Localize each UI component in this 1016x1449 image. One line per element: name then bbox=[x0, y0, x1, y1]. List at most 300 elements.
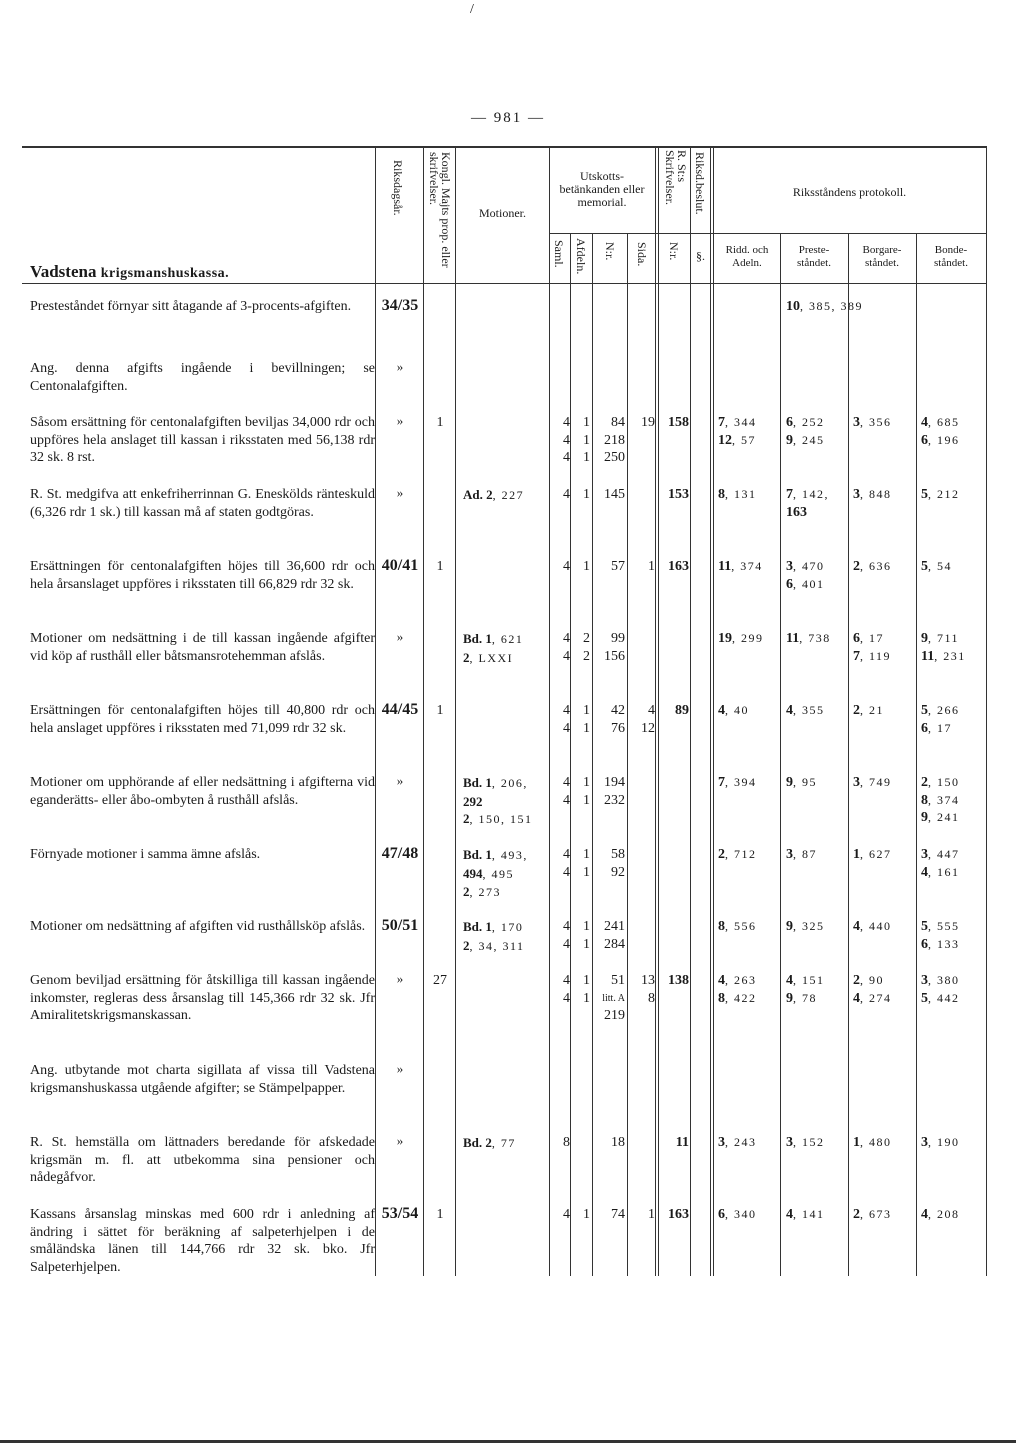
cell-line bbox=[786, 298, 863, 316]
entry-ridd bbox=[718, 972, 780, 1007]
ref-volume: 8 bbox=[921, 792, 928, 808]
entry-borg bbox=[853, 414, 915, 432]
ref-page: , 493, bbox=[491, 848, 528, 862]
cell-line bbox=[921, 630, 986, 648]
entry-afd bbox=[571, 972, 590, 1007]
entry-saml bbox=[551, 1134, 570, 1152]
ref-volume: 11 bbox=[786, 631, 800, 646]
entry-saml bbox=[551, 774, 570, 809]
cell-line bbox=[786, 1134, 848, 1152]
col-line bbox=[549, 146, 550, 1276]
cell-line bbox=[853, 918, 915, 936]
cell-line: 18 bbox=[611, 1135, 625, 1150]
cell-line: 4 bbox=[563, 936, 570, 952]
entry-motion bbox=[463, 630, 549, 667]
entry-year: » bbox=[396, 1133, 404, 1148]
entry-nr bbox=[593, 1134, 625, 1152]
entry-sida bbox=[628, 1206, 655, 1224]
cell-line: 1 bbox=[583, 775, 590, 790]
cell-line bbox=[853, 846, 915, 864]
cell-line bbox=[718, 990, 780, 1008]
ref-volume: 4 bbox=[718, 703, 725, 718]
entry-year: » bbox=[396, 773, 404, 788]
ref-volume: 3 bbox=[921, 847, 928, 862]
entry-nr bbox=[593, 972, 625, 1025]
subheader-rule-rst bbox=[656, 233, 710, 234]
cell-line: 51 bbox=[611, 973, 625, 988]
ref-volume: 9 bbox=[921, 631, 928, 646]
col-line bbox=[986, 146, 987, 1276]
cell-line: 13 bbox=[641, 973, 655, 988]
cell-line: 1 bbox=[436, 1207, 444, 1222]
entry-rst bbox=[659, 558, 689, 576]
ref-volume: 11 bbox=[921, 648, 935, 664]
cell-line bbox=[718, 846, 780, 864]
entry-ridd bbox=[718, 486, 780, 504]
cell-line bbox=[853, 1134, 915, 1152]
entry-saml bbox=[551, 558, 570, 576]
ref-page: , 274 bbox=[860, 990, 892, 1005]
entry-text: Ersättningen för centonalafgiften höjes till 40,800 rdr och hela anslaget uppföres i riksstaten med 71,099 rdr 32 sk. bbox=[30, 703, 375, 736]
cell-line: 4 bbox=[563, 919, 570, 934]
entry-sida bbox=[628, 558, 655, 576]
cell-line bbox=[463, 630, 549, 649]
cell-line bbox=[463, 793, 549, 811]
ref-page: , 355 bbox=[793, 703, 825, 717]
entry-text: Presteståndet förnyar sitt åtagande af 3-procents-afgiften. bbox=[30, 299, 352, 314]
cell-line bbox=[853, 414, 915, 432]
entry-kongl bbox=[425, 558, 455, 576]
cell-line bbox=[463, 774, 549, 793]
header-utskotts: Utskotts-betänkanden eller memorial. bbox=[559, 169, 645, 209]
ref-volume: 2 bbox=[463, 811, 470, 826]
entry-year: » bbox=[396, 971, 404, 986]
cell-line bbox=[463, 865, 549, 884]
col-line bbox=[710, 146, 711, 1276]
entry-saml bbox=[551, 486, 570, 504]
entry-text: R. St. medgifva att enkefriherrinnan G. Eneskölds ränteskuld (6,326 rdr 1 sk.) till kassan må af staten godtgöras. bbox=[30, 487, 375, 520]
cell-line bbox=[718, 432, 780, 450]
cell-line bbox=[921, 1206, 986, 1224]
cell-line bbox=[853, 558, 915, 576]
cell-line: 1 bbox=[583, 864, 590, 880]
entry-bonde bbox=[921, 846, 986, 881]
cell-line bbox=[718, 918, 780, 936]
ref-volume: Bd. 1 bbox=[463, 775, 492, 790]
cell-line bbox=[786, 576, 848, 594]
ref-page: , 21 bbox=[860, 703, 884, 717]
entry-motion bbox=[463, 846, 549, 902]
entry-nr bbox=[593, 918, 625, 953]
header-sida: Sida. bbox=[635, 242, 649, 267]
header-bottom-rule bbox=[22, 283, 986, 284]
ref-volume: 2 bbox=[463, 937, 470, 953]
ref-page: , 636 bbox=[860, 559, 892, 573]
col-line bbox=[455, 146, 456, 1276]
cell-line: 1 bbox=[583, 559, 590, 574]
header-afdeln: Afdeln. bbox=[574, 238, 588, 275]
entry-preste bbox=[786, 846, 848, 864]
ref-page: , 150, 151 bbox=[469, 812, 533, 826]
ref-page: , 141 bbox=[793, 1207, 825, 1221]
col-line bbox=[916, 233, 917, 1276]
ref-volume: 494 bbox=[463, 865, 483, 881]
header-kongl: Kongl. Majts prop. eller skrifvelser. bbox=[427, 152, 453, 268]
cell-line bbox=[786, 630, 848, 648]
ref-volume: Bd. 1 bbox=[463, 847, 492, 862]
entry-afd bbox=[571, 414, 590, 467]
col-line bbox=[848, 233, 849, 1276]
section-title bbox=[30, 262, 229, 282]
cell-line: 1 bbox=[583, 847, 590, 862]
cell-line bbox=[921, 809, 986, 827]
ref-page: , 480 bbox=[860, 1135, 892, 1149]
entry-borg bbox=[853, 972, 915, 1007]
entry-nr bbox=[593, 414, 625, 467]
cell-line bbox=[718, 972, 780, 990]
cell-line bbox=[463, 649, 549, 668]
ref-volume: 1 bbox=[853, 1135, 860, 1150]
ref-page: , 243 bbox=[725, 1135, 757, 1149]
entry-saml bbox=[551, 630, 570, 665]
ref-volume: 4 bbox=[718, 973, 725, 988]
ref-page: , 442 bbox=[928, 990, 960, 1005]
entry-afd bbox=[571, 702, 590, 737]
header-riksdagsar: Riksdagsår. bbox=[391, 160, 405, 216]
cell-line: 1 bbox=[436, 559, 444, 574]
ref-volume: 4 bbox=[786, 973, 793, 988]
ref-page: , 208 bbox=[928, 1207, 960, 1221]
cell-line bbox=[921, 972, 986, 990]
ref-volume: 6 bbox=[853, 631, 860, 646]
header-motioner: Motioner. bbox=[479, 206, 526, 220]
cell-line: 1 bbox=[583, 487, 590, 502]
ref-page: , 401 bbox=[793, 576, 825, 591]
header-ridd: Ridd. och Adeln. bbox=[725, 244, 769, 269]
entry-rst bbox=[659, 1134, 689, 1152]
cell-line bbox=[853, 702, 915, 720]
col-line bbox=[592, 233, 593, 1276]
ref-page: , 440 bbox=[860, 919, 892, 933]
cell-line bbox=[921, 774, 986, 792]
ref-page: , 152 bbox=[793, 1135, 825, 1149]
entry-afd bbox=[571, 558, 590, 576]
ref-page: , 90 bbox=[860, 973, 884, 987]
cell-line: 4 bbox=[563, 1207, 570, 1222]
entry-year: » bbox=[396, 359, 404, 374]
cell-line bbox=[786, 414, 848, 432]
entry-preste bbox=[786, 486, 848, 521]
cell-line bbox=[463, 486, 549, 505]
col-line bbox=[375, 146, 376, 1276]
ref-page: , 54 bbox=[928, 559, 952, 573]
entry-afd bbox=[571, 918, 590, 953]
col-line bbox=[780, 233, 781, 1276]
cell-line bbox=[853, 972, 915, 990]
ref-volume: 9 bbox=[786, 775, 793, 790]
entry-borg bbox=[853, 1206, 915, 1224]
ref-volume: 4 bbox=[786, 1207, 793, 1222]
ref-page: , 711 bbox=[928, 631, 960, 645]
cell-line: 84 bbox=[611, 415, 625, 430]
cell-line: 1 bbox=[436, 703, 444, 718]
ref-volume: Ad. 2 bbox=[463, 487, 493, 502]
ref-page: , 556 bbox=[725, 919, 757, 933]
ref-page: , 95 bbox=[793, 775, 817, 789]
cell-line bbox=[718, 702, 780, 720]
entry-borg bbox=[853, 846, 915, 864]
cell-line: 1 bbox=[583, 1207, 590, 1222]
entry-nr bbox=[593, 774, 625, 809]
entry-preste bbox=[786, 774, 848, 792]
ref-volume: 8 bbox=[718, 990, 725, 1006]
cell-line: 218 bbox=[604, 432, 625, 448]
cell-line: 4 bbox=[563, 432, 570, 448]
ref-page: , 245 bbox=[793, 432, 825, 447]
ref-page: , 231 bbox=[934, 648, 966, 663]
col-line bbox=[627, 233, 628, 1276]
ref-volume: 5 bbox=[921, 919, 928, 934]
cell-line bbox=[718, 1206, 780, 1224]
ref-page: , 263 bbox=[725, 973, 757, 987]
entry-borg bbox=[853, 918, 915, 936]
cell-line bbox=[718, 414, 780, 432]
cell-line bbox=[921, 720, 986, 738]
ref-volume: 9 bbox=[786, 432, 793, 448]
ref-volume: 1 bbox=[853, 847, 860, 862]
cell-line: 4 bbox=[563, 415, 570, 430]
ref-page: , 87 bbox=[793, 847, 817, 861]
ref-page: , 161 bbox=[928, 864, 960, 879]
entry-motion bbox=[463, 918, 549, 955]
entry-ridd bbox=[718, 1134, 780, 1152]
ref-volume: 2 bbox=[853, 1207, 860, 1222]
ref-volume: 2 bbox=[463, 649, 470, 665]
entry-saml bbox=[551, 918, 570, 953]
entry-kongl bbox=[425, 702, 455, 720]
cell-line: 284 bbox=[604, 936, 625, 952]
cell-line bbox=[463, 1134, 549, 1153]
ref-page: , 34, 311 bbox=[469, 938, 525, 953]
cell-line: 8 bbox=[563, 1135, 570, 1150]
ref-volume: 7 bbox=[786, 487, 793, 502]
cell-line: 1 bbox=[436, 415, 444, 430]
cell-line: 163 bbox=[668, 559, 689, 574]
ref-volume: 5 bbox=[921, 990, 928, 1006]
cell-line bbox=[921, 432, 986, 450]
cell-line: 1 bbox=[583, 432, 590, 448]
entry-sida bbox=[628, 972, 655, 1007]
ref-volume: 9 bbox=[786, 919, 793, 934]
ref-page: , 17 bbox=[928, 720, 952, 735]
ref-volume: 6 bbox=[786, 576, 793, 592]
ref-page: , 749 bbox=[860, 775, 892, 789]
entry-year: » bbox=[396, 485, 404, 500]
ref-volume: 8 bbox=[718, 487, 725, 502]
header-bonde: Bonde-ståndet. bbox=[934, 244, 968, 269]
entry-afd bbox=[571, 774, 590, 809]
entry-bonde bbox=[921, 702, 986, 737]
cell-line: 1 bbox=[583, 990, 590, 1006]
cell-line bbox=[921, 846, 986, 864]
ref-page: , 133 bbox=[928, 936, 960, 951]
ref-page: , 266 bbox=[928, 703, 960, 717]
entry-bonde bbox=[921, 972, 986, 1007]
entry-text: Ang. denna afgifts ingående i bevillningen; se Centonalafgiften. bbox=[30, 361, 375, 394]
cell-line bbox=[786, 990, 848, 1008]
entry-preste bbox=[786, 1134, 848, 1152]
ref-page: , 252 bbox=[793, 415, 825, 429]
entry-bonde bbox=[921, 1206, 986, 1224]
entry-saml bbox=[551, 972, 570, 1007]
ref-volume: Bd. 2 bbox=[463, 1135, 492, 1150]
entry-preste bbox=[786, 414, 848, 449]
cell-line: 1 bbox=[583, 792, 590, 808]
ref-volume: 2 bbox=[463, 884, 470, 899]
cell-line: 19 bbox=[641, 415, 655, 430]
cell-line: 1 bbox=[583, 973, 590, 988]
ref-page: , 190 bbox=[928, 1135, 960, 1149]
header-rst-skrif: R. St:s Skrifvelser. bbox=[663, 150, 689, 205]
cell-line bbox=[786, 486, 848, 504]
ref-volume: 4 bbox=[786, 703, 793, 718]
entry-borg bbox=[853, 1134, 915, 1152]
ref-page: , 206, bbox=[491, 776, 528, 790]
entry-saml bbox=[551, 702, 570, 737]
entry-preste bbox=[786, 702, 848, 720]
entry-borg bbox=[853, 486, 915, 504]
entry-preste bbox=[786, 1206, 848, 1224]
cell-line bbox=[718, 486, 780, 504]
col-line bbox=[690, 146, 691, 1276]
cell-line: 4 bbox=[563, 631, 570, 646]
cell-line: 1 bbox=[583, 720, 590, 736]
ref-volume: 6 bbox=[718, 1207, 725, 1222]
entry-text: Såsom ersättning för centonalafgiften beviljas 34,000 rdr och uppföres hela anslaget till kassan i riksstaten med 56,138 rdr 32 sk. 8 rst. bbox=[30, 415, 375, 465]
entry-borg bbox=[853, 630, 915, 665]
cell-line bbox=[786, 918, 848, 936]
cell-line bbox=[853, 990, 915, 1008]
cell-line bbox=[718, 558, 780, 576]
entry-bonde bbox=[921, 630, 986, 665]
entry-afd bbox=[571, 486, 590, 504]
cell-line: 57 bbox=[611, 559, 625, 574]
cell-line bbox=[718, 774, 780, 792]
ref-volume: 292 bbox=[463, 793, 483, 809]
ref-page: , 151 bbox=[793, 973, 825, 987]
col-line bbox=[655, 146, 656, 1276]
cell-line: litt. A bbox=[602, 992, 625, 1004]
entry-nr bbox=[593, 630, 625, 665]
cell-line bbox=[921, 1134, 986, 1152]
entry-rst bbox=[659, 414, 689, 432]
ref-volume: 9 bbox=[786, 990, 793, 1006]
cell-line: 12 bbox=[641, 720, 655, 736]
entry-kongl bbox=[425, 414, 455, 432]
entry-ridd bbox=[718, 774, 780, 792]
ref-volume: 4 bbox=[921, 864, 928, 880]
cell-line bbox=[853, 648, 915, 666]
entry-bonde bbox=[921, 1134, 986, 1152]
cell-line: 1 bbox=[583, 919, 590, 934]
entry-bonde bbox=[921, 774, 986, 827]
ref-volume: 9 bbox=[921, 810, 928, 825]
entry-text: Motioner om nedsättning i de till kassan ingående afgifter vid köp af rusthåll eller båtsmansrotehemman afslås. bbox=[30, 631, 375, 664]
col-line bbox=[570, 233, 571, 1276]
ref-page: , 131 bbox=[725, 487, 757, 501]
entry-year: 50/51 bbox=[381, 917, 419, 934]
cell-line bbox=[853, 774, 915, 792]
ref-page: , 212 bbox=[928, 487, 960, 501]
cell-line bbox=[921, 918, 986, 936]
ref-page: , 385, 389 bbox=[800, 299, 863, 313]
ref-page: , 627 bbox=[860, 847, 892, 861]
ref-page: , 170 bbox=[491, 920, 524, 934]
header-preste: Preste-ståndet. bbox=[797, 244, 831, 269]
ref-volume: 6 bbox=[921, 432, 928, 448]
cell-line bbox=[463, 937, 549, 956]
entry-rst bbox=[659, 972, 689, 990]
ref-volume: 5 bbox=[921, 487, 928, 502]
ref-page: , 344 bbox=[725, 415, 757, 429]
ref-volume: 8 bbox=[718, 919, 725, 934]
entry-motion bbox=[463, 486, 549, 505]
ref-page: , 150 bbox=[928, 775, 960, 789]
ref-volume: 3 bbox=[786, 1135, 793, 1150]
entry-bonde bbox=[921, 486, 986, 504]
header-protokoll: Riksståndens protokoll. bbox=[792, 185, 907, 199]
ref-volume: 3 bbox=[718, 1135, 725, 1150]
entry-rst bbox=[659, 702, 689, 720]
ref-page: , 142, bbox=[793, 487, 829, 501]
cell-line: 241 bbox=[604, 919, 625, 934]
cell-line bbox=[786, 774, 848, 792]
cell-line bbox=[921, 702, 986, 720]
ref-volume: 12 bbox=[718, 432, 732, 448]
cell-line bbox=[718, 1134, 780, 1152]
cell-line bbox=[921, 486, 986, 504]
ref-page: , 380 bbox=[928, 973, 960, 987]
ref-volume: 3 bbox=[853, 775, 860, 790]
entry-ridd bbox=[718, 630, 780, 648]
ref-page: , LXXI bbox=[469, 650, 514, 665]
ref-page: , 621 bbox=[491, 632, 524, 646]
cell-line bbox=[786, 702, 848, 720]
cell-line: 4 bbox=[563, 487, 570, 502]
cell-line: 194 bbox=[604, 775, 625, 790]
entry-motion bbox=[463, 1134, 549, 1153]
header-riksd-beslut: Riksd.beslut. bbox=[693, 152, 707, 215]
entry-afd bbox=[571, 630, 590, 665]
cell-line bbox=[463, 810, 549, 829]
entry-ridd bbox=[718, 702, 780, 720]
cell-line: 163 bbox=[668, 1207, 689, 1222]
ref-volume: 2 bbox=[853, 973, 860, 988]
cell-line: 2 bbox=[583, 631, 590, 646]
ref-page: , 447 bbox=[928, 847, 960, 861]
cell-line: 145 bbox=[604, 487, 625, 502]
entry-year: 53/54 bbox=[381, 1205, 419, 1222]
ref-page: , 78 bbox=[793, 990, 817, 1005]
cell-line bbox=[853, 486, 915, 504]
cell-line bbox=[921, 414, 986, 432]
entry-rst bbox=[659, 486, 689, 504]
ref-volume: 10 bbox=[786, 299, 800, 314]
col-line bbox=[423, 146, 424, 1276]
ref-volume: 4 bbox=[921, 415, 928, 430]
ref-volume: 6 bbox=[786, 415, 793, 430]
entry-year: 44/45 bbox=[381, 701, 419, 718]
